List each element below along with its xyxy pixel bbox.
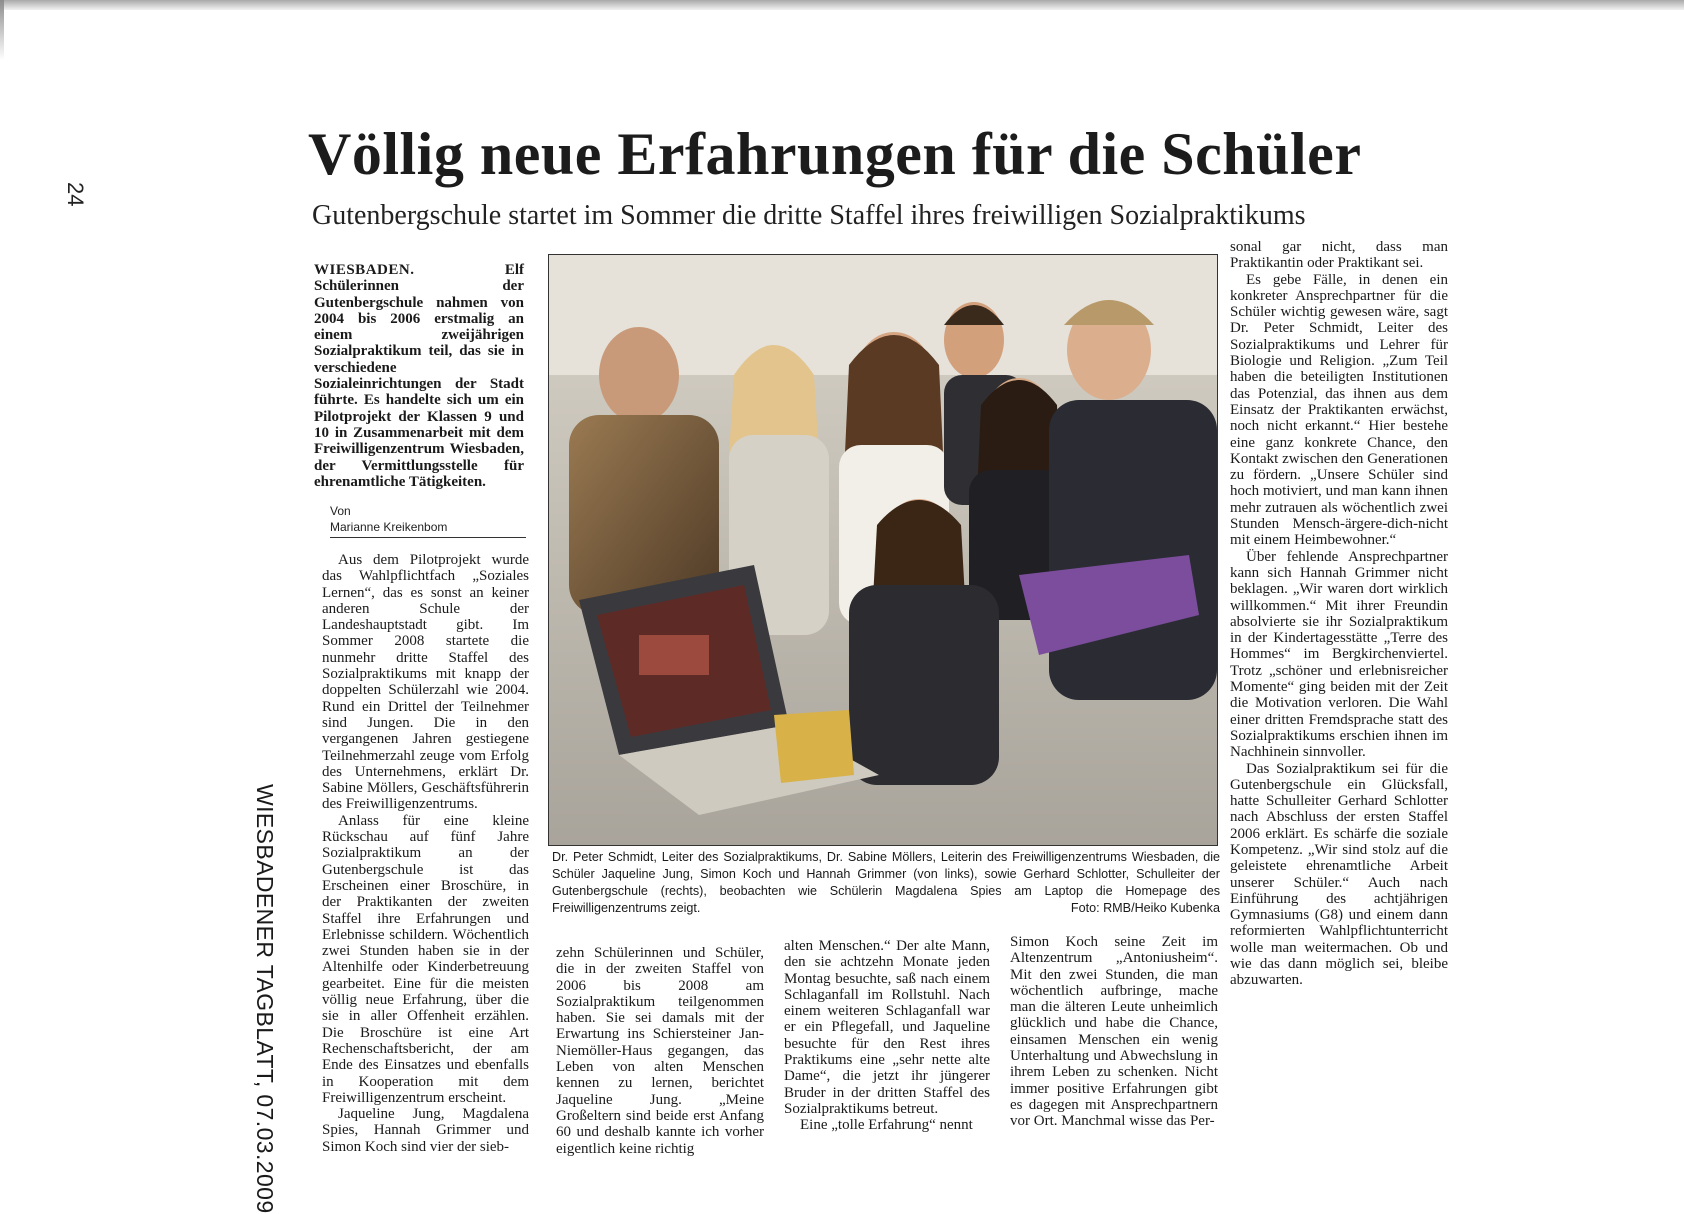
body-paragraph: Das Sozialpraktikum sei für die Gutenbergschule ein Glücksfall, hatte Schulleiter Gerhard Schlotter nach Abschluss der ersten Staffel 2006 erklärt. Es schärfe die soziale Kompetenz. „Wir sind stolz auf die geleistete ehrenamtliche Arbeit unserer Schüler.“ Auch nach Einführung des achtjährigen Gymnasiums (G8) und einem dann reformierten Wahlpflichtunterricht wolle man weitermachen. Ob und wie das dann möglich sei, bleibe abzuwarten. (1230, 760, 1448, 989)
photo-illustration (549, 255, 1217, 845)
column-1-lead (314, 262, 524, 490)
article-photo (548, 254, 1218, 846)
article-subheadline: Gutenbergschule startet im Sommer die dritte Staffel ihres freiwilligen Sozialpraktikums (312, 200, 1306, 231)
column-3 (784, 938, 990, 1134)
column-4 (1010, 934, 1218, 1130)
body-paragraph: Es gebe Fälle, in denen ein konkreter Ansprechpartner für die Schüler wichtig gewesen wäre, sagt Dr. Peter Schmidt, Leiter des Sozialpraktikums und Lehrer für Biologie und Religion. „Zum Teil haben die beteiligten Institutionen das Potenzial, das ihnen aus dem Einsatz der Praktikanten erwächst, noch nicht erkannt.“ Hier bestehe eine ganz konkrete Chance, den Kontakt zwischen den Generationen zu fördern. „Unsere Schüler sind hoch motiviert, und man kann ihnen mehr zutrauen als wöchentlich zwei Stunden Mensch-ärgere-dich-nicht mit einem Heimbewohner.“ (1230, 271, 1448, 549)
column-5 (1230, 239, 1448, 989)
body-paragraph: zehn Schülerinnen und Schüler, die in der zweiten Staffel von 2006 bis 2008 am Sozialpraktikum teilgenommen haben. Sie sei damals mit der Erwartung ins Schiersteiner Jan-Niemöller-Haus gegangen, das Leben von alten Menschen kennen zu lernen, berichtet Jaqueline Jung. „Meine Großeltern sind beide erst Anfang 60 und deshalb kannte ich vorher eigentlich keine richtig (556, 945, 764, 1157)
body-paragraph: Jaqueline Jung, Magdalena Spies, Hannah Grimmer und Simon Koch sind vier der sieb- (322, 1106, 529, 1155)
column-2 (556, 945, 764, 1157)
lead-paragraph (314, 262, 524, 490)
scan-edge (0, 0, 1684, 10)
article-headline: Völlig neue Erfahrungen für die Schüler (308, 121, 1362, 187)
lead-city: WIESBADEN. (314, 262, 415, 278)
author-block (330, 503, 526, 538)
body-paragraph: Simon Koch seine Zeit im Altenzentrum „Antoniusheim“. Mit den zwei Stunden, die man wöchentlich aufbringe, mache man die älteren Leute unheimlich glücklich und habe die Chance, einsamen Menschen ein wenig Unterhaltung und Abwechslung in ihrem Leben zu schenken. Nicht immer positive Erfahrungen gibt es dagegen mit Ansprechpartnern vor Ort. Manchmal wisse das Per- (1010, 934, 1218, 1130)
body-paragraph: Anlass für eine kleine Rückschau auf fünf Jahre Sozialpraktikum an der Gutenbergschule ist das Erscheinen einer Broschüre, in der Praktikanten der zweiten Staffel ihre Erfahrungen und Erlebnisse schildern. Wöchentlich zwei Stunden haben sie in der Altenhilfe oder Kinderbetreuung gearbeitet. Eine für die meisten völlig neue Erfahrung, über die sie in aller Offenheit erzählen. Die Broschüre ist eine Art Rechenschaftsbericht, der am Ende des Einsatzes und ebenfalls in Kooperation mit dem Freiwilligenzentrum erscheint. (322, 812, 529, 1106)
body-paragraph: sonal gar nicht, dass man Praktikantin oder Praktikant sei. (1230, 239, 1448, 272)
lead-text: Elf Schülerinnen der Gutenbergschule nahmen von 2004 bis 2006 erstmalig an einem zweijährigen Sozialpraktikum teil, das sie in verschiedene Sozialeinrichtungen der Stadt führte. Es handelte sich um ein Pilotprojekt der Klassen 9 und 10 in Zusammenarbeit mit dem Freiwilligenzentrum Wiesbaden, der Vermittlungsstelle für ehrenamtliche Tätigkeiten. (314, 262, 524, 490)
body-paragraph: Eine „tolle Erfahrung“ nennt (800, 1117, 973, 1134)
photo-credit: Foto: RMB/Heiko Kubenka (1070, 901, 1220, 915)
scan-edge-left (0, 0, 4, 60)
photo-caption (552, 849, 1220, 917)
column-1-body (322, 552, 529, 1155)
body-paragraph: alten Menschen.“ Der alte Mann, den sie achtzehn Monate jeden Montag besuchte, saß nach einem Schlaganfall im Rollstuhl. Nach einem weiteren Schlaganfall war er ein Pflegefall, und Jaqueline besuchte für den Rest ihres Praktikums eine „sehr nette alte Dame“, die jetzt ihr jüngerer Bruder in der dritten Staffel des Sozialpraktikums betreut. (784, 938, 990, 1117)
author-name: Marianne Kreikenbom (330, 520, 448, 534)
page-number: 24 (63, 182, 88, 207)
body-paragraph: Über fehlende Ansprechpartner kann sich Hannah Grimmer nicht beklagen. „Wir waren dort wirklich willkommen.“ Mit ihrer Freundin absolvierte sie ihr Sozialpraktikum in der Kindertagesstätte „Terre des Hommes“ im Bergkirchenviertel. Trotz „schöner und erlebnisreicher Momente“ ging beiden mit der Zeit die Motivation verloren. Die Wahl einer dritten Fremdsprache statt des Sozialpraktikums erschien ihnen im Nachhinein sinnvoller. (1230, 548, 1448, 761)
author-label: Von (330, 504, 351, 518)
body-paragraph: Aus dem Pilotprojekt wurde das Wahlpflichtfach „Soziales Lernen“, das es sonst an keiner anderen Schule der Landeshauptstadt gibt. Im Sommer 2008 startete die nunmehr dritte Staffel des Sozialpraktikums mit knapp der doppelten Schülerzahl wie 2004. Rund ein Drittel der Teilnehmer sind Jungen. Die in den vergangenen Jahren gestiegene Teilnehmerzahl zeuge vom Erfolg des Unternehmens, erklärt Dr. Sabine Möllers, Geschäftsführerin des Freiwilligenzentrums. (322, 552, 529, 813)
caption-text: Dr. Peter Schmidt, Leiter des Sozialpraktikums, Dr. Sabine Möllers, Leiterin des Freiwilligenzentrums Wiesbaden, die Schüler Jaqueline Jung, Simon Koch und Hannah Grimmer (von links), sowie Gerhard Schlotter, Schulleiter der Gutenbergschule (rechts), beobachten wie Schülerin Magdalena Spies am Laptop die Homepage des Freiwilligenzentrums zeigt. (552, 850, 1220, 915)
newspaper-source-line: WIESBADENER TAGBLATT, 07.03.2009 (252, 784, 278, 1214)
